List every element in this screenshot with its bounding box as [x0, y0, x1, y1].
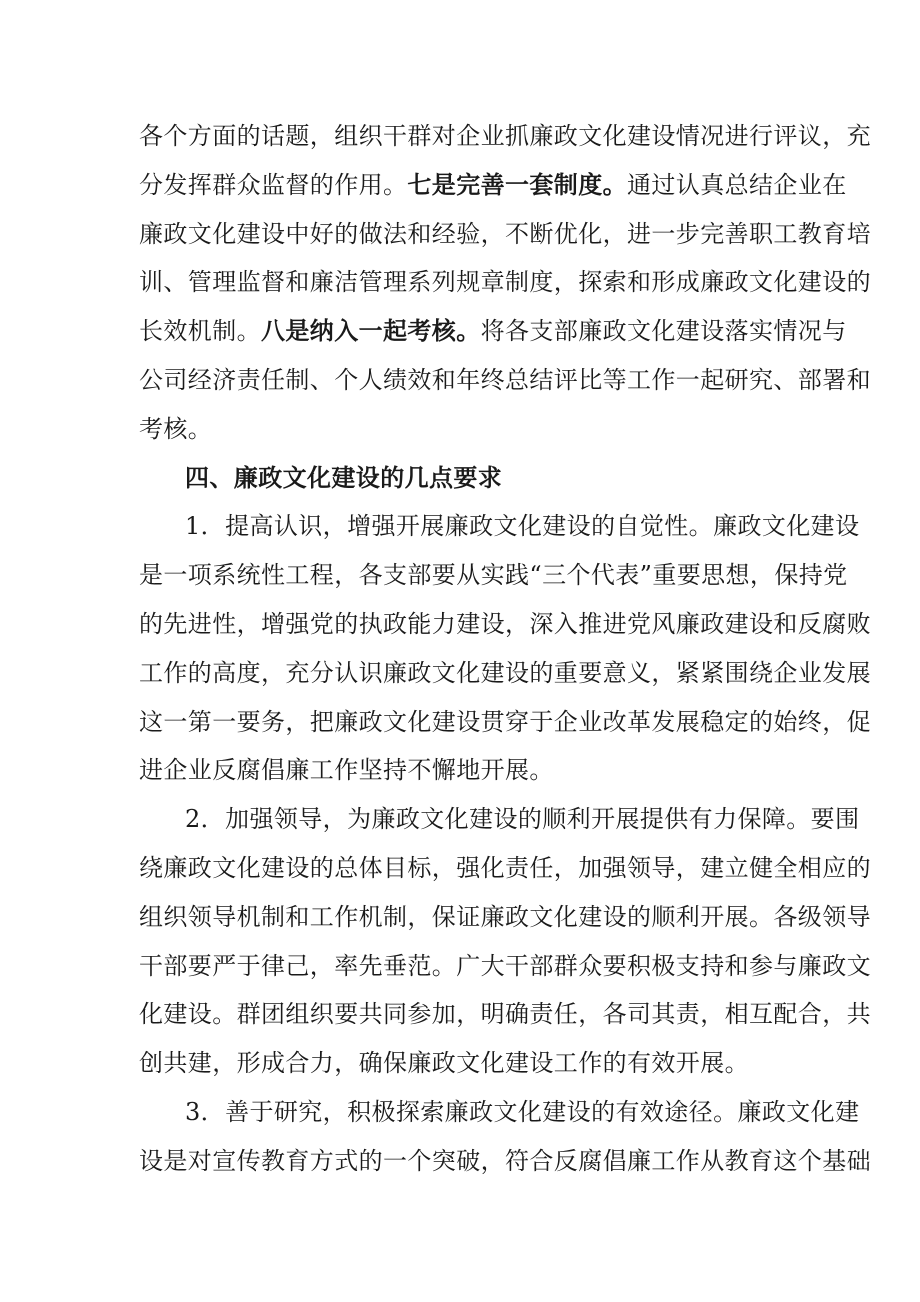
bold-run-item-seven: 七是完善一套制度。	[407, 169, 628, 199]
text-line	[139, 112, 871, 161]
text-line: 这一第一要务，把廉政文化建设贯穿于企业改革发展稳定的始终，促	[139, 707, 871, 736]
text-line-first: 3．善于研究，积极探索廉政文化建设的有效途径。廉政文化建	[185, 1097, 860, 1126]
text-run: 训、管理监督和廉洁管理系列规章制度，探索和形成廉政文化建设的	[139, 268, 871, 297]
text-run: 通过认真总结企业在	[627, 170, 847, 199]
text-run: 将各支部廉政文化建设落实情况与	[480, 317, 847, 346]
text-line	[139, 258, 871, 307]
text-run: 廉政文化建设中好的做法和经验，不断优化，进一步完善职工教育培	[139, 219, 871, 248]
text-line-first: 1．提高认识，增强开展廉政文化建设的自觉性。廉政文化建设	[185, 512, 860, 541]
text-line: 组织领导机制和工作机制，保证廉政文化建设的顺利开展。各级领导	[139, 902, 871, 931]
text-run: 分发挥群众监督的作用。	[139, 170, 408, 199]
text-run: 各个方面的话题，组织干群对企业抓廉政文化建设情况进行评议，充	[139, 122, 871, 150]
text-run: 长效机制。	[139, 317, 261, 346]
text-line: 化建设。群团组织要共同参加，明确责任，各司其责，相互配合，共	[139, 1000, 871, 1029]
document-page	[139, 112, 871, 1186]
text-line-last	[139, 405, 781, 454]
text-line: 是一项系统性工程，各支部要从实践“三个代表”重要思想，保持党	[139, 561, 848, 590]
text-line	[139, 161, 847, 210]
text-line-last: 进企业反腐倡廉工作坚持不懈地开展。	[139, 756, 554, 785]
text-line: 工作的高度，充分认识廉政文化建设的重要意义，紧紧围绕企业发展	[139, 658, 871, 687]
requirement-1	[139, 502, 871, 795]
text-line: 设是对宣传教育方式的一个突破，符合反腐倡廉工作从教育这个基础	[139, 1146, 871, 1175]
section-heading: 四、廉政文化建设的几点要求	[185, 463, 503, 492]
requirement-3	[139, 1088, 871, 1186]
text-run: 公司经济责任制、个人绩效和年终总结评比等工作一起研究、部署和	[139, 365, 871, 394]
text-line-last: 创共建，形成合力，确保廉政文化建设工作的有效开展。	[139, 1049, 749, 1078]
text-run: 考核。	[139, 414, 213, 443]
requirement-2	[139, 795, 871, 1088]
text-line-first: 2．加强领导，为廉政文化建设的顺利开展提供有力保障。要围	[185, 805, 860, 834]
bold-run-item-eight: 八是纳入一起考核。	[261, 316, 481, 346]
text-line: 的先进性，增强党的执政能力建设，深入推进党风廉政建设和反腐败	[139, 609, 871, 638]
text-line	[139, 356, 871, 405]
text-line: 干部要严于律己，率先垂范。广大干部群众要积极支持和参与廉政文	[139, 951, 871, 980]
text-line	[139, 307, 847, 356]
continuation-paragraph	[139, 112, 871, 454]
text-line: 绕廉政文化建设的总体目标，强化责任，加强领导，建立健全相应的	[139, 853, 871, 882]
text-line	[139, 210, 871, 259]
